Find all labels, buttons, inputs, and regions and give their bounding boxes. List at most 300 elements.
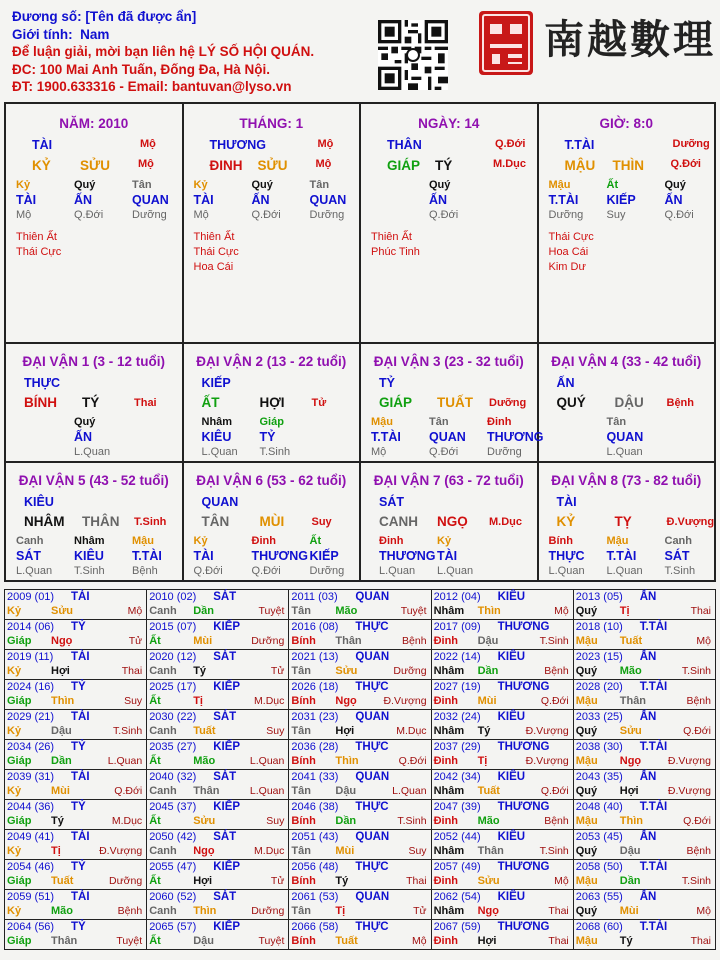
year-state: T.Sinh	[681, 665, 711, 677]
year-god: SÁT	[213, 651, 237, 663]
year-state: T.Sinh	[539, 635, 569, 647]
year-god: KIÊU	[497, 711, 526, 723]
year-stem: Nhâm	[433, 665, 465, 677]
year-stem: Đinh	[433, 695, 459, 707]
hidden-stem: Đinh	[251, 535, 276, 547]
year-god: KIÊU	[497, 891, 526, 903]
year-branch: Tị	[193, 695, 203, 707]
year-state: Dưỡng	[109, 875, 143, 887]
dai-van-branch: NGỌ	[437, 514, 468, 529]
year-state: Mộ	[696, 905, 711, 917]
hidden-god: T.TÀI	[371, 430, 401, 444]
year-god: TỶ	[71, 621, 86, 633]
dai-van-cell	[6, 344, 184, 463]
hidden-stem: Kỷ	[437, 535, 452, 547]
year-row	[5, 830, 716, 860]
year-label: 2054 (46)	[7, 861, 55, 873]
pillar-stem-god-state: Mộ	[140, 138, 156, 150]
year-state: Mộ	[127, 605, 143, 617]
hidden-state: L.Quan	[379, 565, 416, 577]
year-branch: Tị	[335, 905, 346, 917]
hidden-state: L.Quan	[74, 446, 111, 458]
year-branch: Dần	[619, 875, 641, 887]
year-cell	[289, 800, 431, 830]
year-cell	[431, 590, 573, 620]
dai-van-stem: BÍNH	[24, 395, 57, 410]
year-label: 2050 (42)	[149, 831, 197, 843]
year-stem: Đinh	[433, 935, 459, 947]
year-state: Tử	[128, 635, 143, 647]
year-branch: Thân	[335, 635, 362, 647]
year-state: Bệnh	[402, 635, 427, 647]
year-god: THƯƠNG	[497, 801, 550, 813]
year-stem: Canh	[149, 905, 177, 917]
year-god: T.TÀI	[639, 621, 668, 633]
year-stem: Mậu	[575, 815, 598, 827]
dai-van-state: Bệnh	[666, 397, 694, 409]
hidden-state: T.Sinh	[259, 446, 291, 458]
year-god: TÀI	[71, 651, 90, 663]
year-god: SÁT	[213, 591, 237, 603]
year-god: KIÊU	[497, 831, 526, 843]
dai-van-title: ĐẠI VẬN 2 (13 - 22 tuổi)	[196, 354, 347, 369]
year-branch: Hợi	[619, 785, 639, 797]
year-cell	[147, 800, 289, 830]
year-stem: Mậu	[575, 875, 598, 887]
year-stem: Quý	[575, 725, 598, 737]
year-label: 2026 (18)	[291, 681, 339, 693]
year-cell	[289, 680, 431, 710]
year-branch: Tuất	[193, 725, 216, 737]
hidden-stem: Giáp	[259, 416, 284, 428]
year-row	[5, 650, 716, 680]
year-row	[5, 710, 716, 740]
year-cell	[431, 740, 573, 770]
year-stem: Quý	[575, 845, 598, 857]
year-god: QUAN	[355, 771, 390, 783]
year-cell	[431, 770, 573, 800]
year-stem: Kỷ	[7, 785, 22, 797]
year-cell	[5, 650, 147, 680]
year-stem: Tân	[291, 605, 311, 617]
dai-van-row-2	[6, 463, 716, 582]
year-god: TỶ	[71, 801, 86, 813]
year-stem: Canh	[149, 605, 177, 617]
year-branch: Ngọ	[51, 635, 73, 647]
star-name: Hoa Cái	[193, 261, 234, 273]
pillar-branch: SỬU	[80, 158, 110, 173]
year-branch: Thìn	[619, 815, 643, 827]
year-branch: Thân	[51, 935, 78, 947]
year-state: Đ.Vượng	[667, 755, 711, 767]
star-name: Hoa Cái	[548, 246, 589, 258]
hidden-god: KIÊU	[74, 549, 104, 563]
year-branch: Thìn	[51, 695, 75, 707]
year-branch: Dậu	[193, 935, 214, 947]
year-god: SÁT	[213, 891, 237, 903]
year-stem: Mậu	[575, 935, 598, 947]
year-cell	[431, 920, 573, 950]
pillar-stem-god: TÀI	[32, 138, 53, 152]
year-god: ẤN	[639, 651, 657, 663]
hidden-god: KIẾP	[309, 549, 339, 563]
year-state: Dưỡng	[393, 665, 427, 677]
year-god: ẤN	[639, 771, 657, 783]
year-god: QUAN	[355, 651, 390, 663]
year-god: SÁT	[213, 711, 237, 723]
year-stem: Tân	[291, 905, 311, 917]
year-state: Bệnh	[544, 815, 569, 827]
year-state: Q.Đới	[398, 755, 427, 767]
year-state: Suy	[266, 815, 285, 827]
year-god: T.TÀI	[639, 861, 668, 873]
year-state: Bệnh	[117, 905, 143, 917]
chart-code: Đương số: [Tên đã được ẩn]	[12, 9, 197, 24]
year-label: 2011 (03)	[291, 591, 338, 603]
year-god: TỶ	[71, 681, 86, 693]
year-cell	[147, 710, 289, 740]
pillar-cell	[539, 104, 717, 344]
year-state: Suy	[408, 845, 427, 857]
year-label: 2048 (40)	[575, 801, 623, 813]
year-cell	[289, 710, 431, 740]
year-label: 2041 (33)	[291, 771, 339, 783]
year-stem: Nhâm	[433, 845, 465, 857]
year-label: 2022 (14)	[433, 651, 481, 663]
hidden-state: Q.Đới	[429, 209, 459, 221]
hidden-stem: Đinh	[487, 416, 512, 428]
year-cell	[573, 800, 715, 830]
pillar-stars	[194, 230, 239, 275]
hidden-state: L.Quan	[201, 446, 238, 458]
year-row	[5, 680, 716, 710]
year-label: 2027 (19)	[433, 681, 481, 693]
year-branch: Sửu	[619, 725, 642, 737]
year-label: 2061 (53)	[291, 891, 339, 903]
pillar-stem-god-state: Q.Đới	[495, 138, 526, 150]
year-cell	[289, 770, 431, 800]
year-cell	[5, 860, 147, 890]
year-row	[5, 620, 716, 650]
hidden-state: T.Sinh	[664, 565, 696, 577]
year-god: QUAN	[355, 831, 390, 843]
year-god: KIÊU	[497, 591, 526, 603]
year-cell	[573, 620, 715, 650]
year-branch: Thân	[477, 845, 504, 857]
year-state: T.Sinh	[539, 845, 569, 857]
chart-grid	[4, 102, 716, 582]
hidden-god: THƯƠNG	[251, 549, 308, 563]
hidden-state: Q.Đới	[429, 446, 459, 458]
year-stem: Giáp	[7, 935, 32, 947]
year-state: Suy	[266, 725, 285, 737]
year-stem: Quý	[575, 785, 598, 797]
year-row	[5, 800, 716, 830]
year-god: THƯƠNG	[497, 741, 550, 753]
year-branch: Tị	[51, 845, 61, 857]
year-label: 2068 (60)	[575, 921, 623, 933]
header-info	[12, 8, 314, 96]
dai-van-state: Đ.Vượng	[666, 516, 715, 528]
dai-van-state: M.Dục	[489, 516, 522, 528]
year-cell	[431, 620, 573, 650]
dai-van-title: ĐẠI VẬN 8 (73 - 82 tuổi)	[551, 473, 702, 488]
hidden-state: Dưỡng	[487, 446, 522, 458]
hidden-stem: Tân	[309, 179, 330, 191]
year-branch: Dần	[477, 665, 499, 677]
pillar-stars	[549, 230, 594, 275]
year-label: 2018 (10)	[575, 621, 623, 633]
year-label: 2056 (48)	[291, 861, 339, 873]
year-state: Tử	[413, 905, 427, 917]
dai-van-branch: THÂN	[82, 514, 120, 529]
year-state: Thai	[406, 875, 427, 887]
year-branch: Dần	[51, 755, 72, 767]
year-god: THỰC	[355, 621, 389, 633]
year-stem: Quý	[575, 905, 598, 917]
year-label: 2016 (08)	[291, 621, 339, 633]
year-stem: Giáp	[7, 695, 32, 707]
year-state: M.Dục	[396, 725, 427, 737]
year-stem: Giáp	[7, 815, 32, 827]
year-row	[5, 770, 716, 800]
year-cell	[431, 680, 573, 710]
year-label: 2024 (16)	[7, 681, 55, 693]
year-state: Đ.Vượng	[383, 695, 427, 707]
dai-van-state: Suy	[311, 516, 332, 528]
year-stem: Bính	[291, 815, 316, 827]
year-state: Mộ	[696, 635, 711, 647]
year-label: 2058 (50)	[575, 861, 623, 873]
dai-van-cell	[184, 463, 362, 582]
year-branch: Tuất	[335, 935, 358, 947]
year-label: 2021 (13)	[291, 651, 339, 663]
hidden-state: L.Quan	[548, 565, 585, 577]
year-stem: Đinh	[433, 875, 459, 887]
hidden-state: Q.Đới	[193, 565, 223, 577]
year-branch: Dần	[193, 605, 214, 617]
year-branch: Thìn	[335, 755, 359, 767]
year-god: ẤN	[639, 891, 657, 903]
star-name: Thiên Ất	[193, 231, 235, 243]
year-state: Suy	[124, 695, 143, 707]
year-cell	[573, 920, 715, 950]
year-branch: Dậu	[619, 845, 641, 857]
year-god: KIẾP	[213, 621, 241, 633]
year-label: 2066 (58)	[291, 921, 339, 933]
year-label: 2065 (57)	[149, 921, 197, 933]
year-branch: Sửu	[51, 605, 74, 617]
dai-van-title: ĐẠI VẬN 5 (43 - 52 tuổi)	[18, 473, 169, 488]
header	[0, 0, 720, 100]
year-cell	[147, 920, 289, 950]
dai-van-god: KIÊU	[24, 495, 54, 509]
year-state: Bệnh	[686, 845, 711, 857]
year-branch: Sửu	[335, 665, 358, 677]
hidden-stem: Nhâm	[201, 416, 233, 428]
year-state: Dưỡng	[251, 905, 285, 917]
year-god: KIẾP	[213, 921, 241, 933]
year-state: Thai	[548, 935, 569, 947]
year-cell	[5, 740, 147, 770]
dai-van-branch: TÝ	[82, 395, 100, 410]
hidden-god: QUAN	[429, 430, 466, 444]
year-cell	[289, 740, 431, 770]
hidden-state: T.Sinh	[74, 565, 105, 577]
year-stem: Kỷ	[7, 905, 22, 917]
year-state: M.Dục	[254, 845, 285, 857]
year-branch: Ngọ	[477, 905, 499, 917]
year-branch: Tý	[335, 875, 349, 887]
hidden-state: Suy	[606, 209, 626, 221]
year-label: 2020 (12)	[149, 651, 197, 663]
year-row	[5, 860, 716, 890]
year-label: 2052 (44)	[433, 831, 481, 843]
hidden-stem: Quý	[429, 179, 451, 191]
brand-title: 南越數理	[544, 16, 716, 63]
year-label: 2039 (31)	[7, 771, 55, 783]
pillar-stem-god: T.TÀI	[564, 138, 595, 152]
year-god: KIẾP	[213, 861, 241, 873]
year-branch: Mùi	[51, 785, 70, 797]
year-branch: Dậu	[335, 785, 357, 797]
year-stem: Ất	[149, 815, 161, 827]
qr-code-icon	[378, 20, 448, 90]
pillar-state: M.Dục	[493, 158, 526, 170]
hidden-stem: Mậu	[548, 179, 571, 191]
year-row	[5, 890, 716, 920]
year-branch: Tý	[619, 935, 633, 947]
star-name: Phúc Tinh	[371, 246, 420, 258]
year-god: THƯƠNG	[497, 921, 550, 933]
year-god: THƯƠNG	[497, 861, 550, 873]
hidden-state: L.Quan	[606, 446, 643, 458]
year-branch: Thân	[193, 785, 220, 797]
dai-van-stem: ẤT	[201, 395, 220, 410]
year-cell	[573, 590, 715, 620]
year-stem: Nhâm	[433, 605, 465, 617]
year-label: 2051 (43)	[291, 831, 339, 843]
hidden-stem: Kỷ	[16, 179, 31, 191]
year-branch: Dần	[335, 815, 357, 827]
star-name: Thiên Ất	[371, 231, 412, 243]
year-branch: Ngọ	[193, 845, 215, 857]
year-god: QUAN	[355, 711, 390, 723]
year-branch: Mão	[335, 605, 358, 617]
year-branch: Tuất	[51, 875, 74, 887]
year-stem: Đinh	[433, 635, 459, 647]
year-cell	[5, 830, 147, 860]
year-cell	[289, 650, 431, 680]
year-cell	[289, 590, 431, 620]
year-label: 2047 (39)	[433, 801, 481, 813]
year-state: Đ.Vượng	[99, 845, 143, 857]
address-line: ĐC: 100 Mai Anh Tuấn, Đống Đa, Hà Nội.	[12, 61, 271, 77]
hidden-god: ẤN	[74, 430, 93, 444]
year-branch: Tuất	[619, 635, 643, 647]
year-label: 2035 (27)	[149, 741, 197, 753]
year-god: T.TÀI	[639, 681, 668, 693]
year-cell	[147, 740, 289, 770]
year-cell	[573, 770, 715, 800]
hidden-state: Mộ	[16, 209, 32, 221]
year-label: 2013 (05)	[575, 591, 623, 603]
year-stem: Bính	[291, 635, 316, 647]
year-stem: Ất	[149, 695, 161, 707]
year-label: 2015 (07)	[149, 621, 197, 633]
year-branch: Tị	[619, 605, 630, 617]
hidden-stem: Tân	[606, 416, 627, 428]
year-branch: Mùi	[193, 635, 213, 647]
year-branch: Mão	[619, 665, 642, 677]
hidden-stem: Kỷ	[193, 535, 208, 547]
year-cell	[431, 710, 573, 740]
year-cell	[147, 680, 289, 710]
hidden-stem: Ất	[309, 535, 322, 547]
hidden-god: QUAN	[606, 430, 644, 444]
year-stem: Giáp	[7, 875, 32, 887]
hidden-god: T.TÀI	[606, 549, 637, 563]
red-seal-icon	[478, 10, 534, 76]
dai-van-cell	[361, 344, 544, 463]
year-stem: Ất	[149, 635, 161, 647]
year-stem: Tân	[291, 725, 311, 737]
hidden-god: SÁT	[16, 549, 41, 563]
year-stem: Tân	[291, 845, 311, 857]
year-stem: Kỷ	[7, 845, 22, 857]
year-stem: Kỷ	[7, 665, 22, 677]
pillar-cell	[6, 104, 184, 344]
year-cell	[431, 650, 573, 680]
year-stem: Mậu	[575, 755, 598, 767]
year-cell	[5, 920, 147, 950]
year-label: 2053 (45)	[575, 831, 623, 843]
year-row	[5, 920, 716, 950]
year-cell	[573, 860, 715, 890]
hidden-state: Dưỡng	[309, 209, 345, 221]
hidden-stem: Đinh	[379, 535, 404, 547]
year-state: Tuyệt	[258, 935, 285, 947]
dai-van-god: QUAN	[201, 495, 239, 509]
year-state: Tử	[270, 875, 285, 887]
year-stem: Kỷ	[7, 725, 22, 737]
dai-van-state: Thai	[134, 397, 157, 409]
year-branch: Mùi	[619, 905, 639, 917]
contact-line: Để luận giải, mời bạn liên hệ LÝ SỐ HỘI QUÁN.	[12, 44, 315, 59]
year-label: 2032 (24)	[433, 711, 481, 723]
year-state: Thai	[690, 935, 711, 947]
hidden-god: T.TÀI	[132, 549, 162, 563]
star-name: Thái Cực	[548, 231, 594, 243]
year-cell	[431, 890, 573, 920]
year-god: THỰC	[355, 801, 389, 813]
year-label: 2009 (01)	[7, 591, 55, 603]
hidden-god: ẤN	[251, 193, 270, 207]
pillar-stem: KỶ	[32, 158, 51, 173]
year-god: THỰC	[355, 921, 389, 933]
year-branch: Ngọ	[619, 755, 642, 767]
year-stem: Canh	[149, 725, 177, 737]
hidden-stem: Mậu	[132, 535, 154, 547]
year-stem: Bính	[291, 875, 316, 887]
year-cell	[573, 740, 715, 770]
year-label: 2045 (37)	[149, 801, 197, 813]
year-state: Tử	[270, 665, 285, 677]
year-cell	[147, 890, 289, 920]
year-stem: Đinh	[433, 755, 459, 767]
year-label: 2060 (52)	[149, 891, 197, 903]
year-state: Q.Đới	[683, 815, 711, 827]
